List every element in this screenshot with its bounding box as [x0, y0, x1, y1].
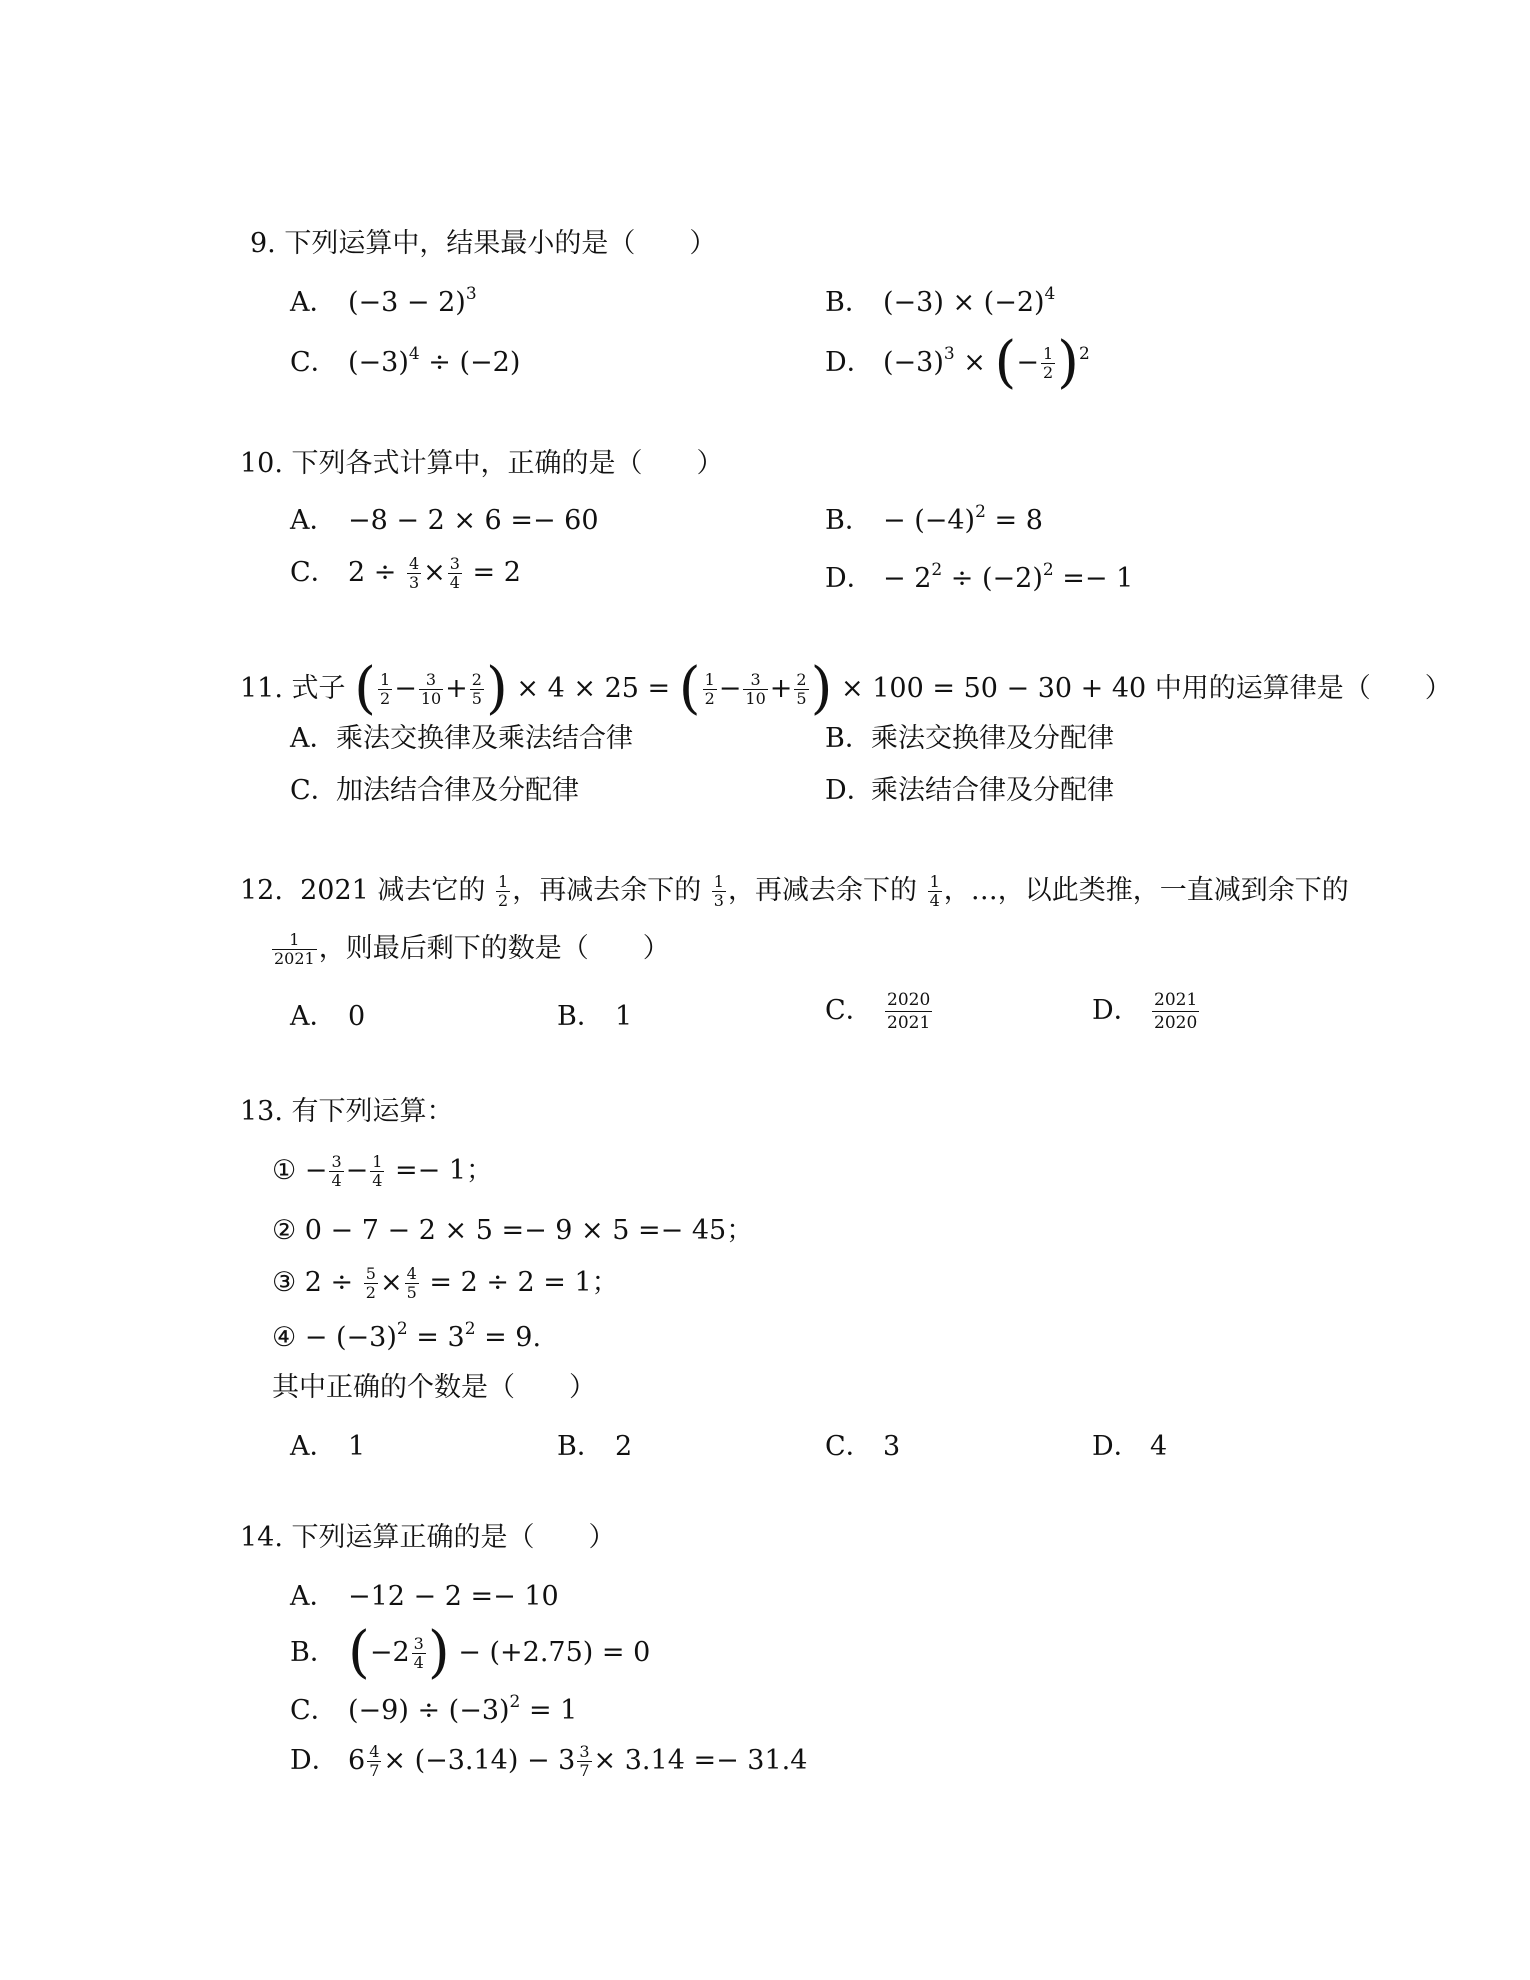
q13-option-b: B． 2	[557, 1431, 633, 1462]
q13-item-4: ④ − $(-3)^2 = 3^2 = 9$.	[272, 1319, 542, 1353]
q13-item-2: ② 0 − 7 − 2 × 5 =− 9 × 5 =− 45；	[272, 1215, 754, 1246]
q13-option-a: A． 1	[290, 1431, 366, 1462]
q10-stem: 10. 下列各式计算中，正确的是（ ）	[240, 448, 724, 479]
q11-option-c: C．加法结合律及分配律	[290, 775, 579, 806]
q13-item-1: ① − $\frac{3}{4}$ − $\frac{1}{4}$ =− 1；	[272, 1152, 494, 1190]
q9-option-b: B． $(-3) \times (-2)^4$	[825, 284, 1056, 318]
q11-option-d: D．乘法结合律及分配律	[825, 775, 1114, 806]
q12-option-c: C． $\frac{2020}{2021}$	[825, 990, 931, 1033]
q13-stem: 13. 有下列运算：	[240, 1096, 454, 1127]
q12-stem-line2: $\frac{1}{2021}$ ，则最后剩下的数是（ ）	[274, 930, 670, 968]
q12-option-b: B． 1	[557, 1001, 633, 1032]
q14-option-d: D． 6 $\frac{4}{7}$ × (−3.14) − 3 $\frac{3}{7}$ × 3.14 =− 31.4	[290, 1742, 808, 1780]
q13-question: 其中正确的个数是（ ）	[272, 1372, 596, 1403]
q12-stem-line1: 12. 2021 减去它的 $\frac{1}{2}$ ，再减去余下的 $\frac{1}{3}$ ，再减去余下的 $\frac{1}{4}$ ，…，以此类推，一直减到余下的	[240, 872, 1349, 910]
q14-option-a: A． −12 − 2 =− 10	[290, 1581, 559, 1612]
q9-option-a: A． $(-3 - 2)^3$	[290, 284, 477, 318]
q12-option-d: D． $\frac{2021}{2020}$	[1092, 990, 1198, 1033]
q12-option-a: A． 0	[290, 1001, 366, 1032]
q11-option-a: A．乘法交换律及乘法结合律	[290, 723, 633, 754]
q13-option-d: D． 4	[1092, 1431, 1168, 1462]
q11-option-b: B．乘法交换律及分配律	[825, 723, 1114, 754]
q10-option-a: A． −8 − 2 × 6 =− 60	[290, 505, 599, 536]
q14-stem: 14. 下列运算正确的是（ ）	[240, 1522, 616, 1553]
q10-option-b: B． − $(-4)^2 = 8$	[825, 502, 1043, 536]
q9-stem: 9. 下列运算中，结果最小的是（ ）	[250, 228, 717, 259]
q10-option-c: C． 2 ÷ $\frac{4}{3}$ × $\frac{3}{4}$ = 2	[290, 554, 521, 592]
q10-option-d: D． − $2^2 \div (-2)^2 =- 1$	[825, 560, 1134, 594]
q9-option-c: C． $(-3)^4 \div (-2)$	[290, 344, 521, 378]
q14-option-b: B． (−2 $\frac{3}{4}$ ) − (+2.75) = 0	[290, 1620, 651, 1685]
q13-option-c: C． 3	[825, 1431, 901, 1462]
q14-option-c: C． $(-9) \div (-3)^2 = 1$	[290, 1692, 578, 1726]
q9-option-d: D． $(-3)^3$ × (− $\frac{1}{2}$ )$^2$	[825, 330, 1090, 395]
q13-item-3: ③ 2 ÷ $\frac{5}{2}$ × $\frac{4}{5}$ = 2 ÷ 2 = 1；	[272, 1264, 619, 1302]
q11-stem: 11. 式子 ( $\frac{1}{2}$ − $\frac{3}{10}$ + $\frac{2}{5}$ ) × 4 × 25 = ( $\frac{1}{2}$ − $\frac{3}{10}$ + $\frac{2}{5}$ ) × 100 = 50 − 30 + 40 中用的运算律是（ ）	[240, 656, 1452, 721]
